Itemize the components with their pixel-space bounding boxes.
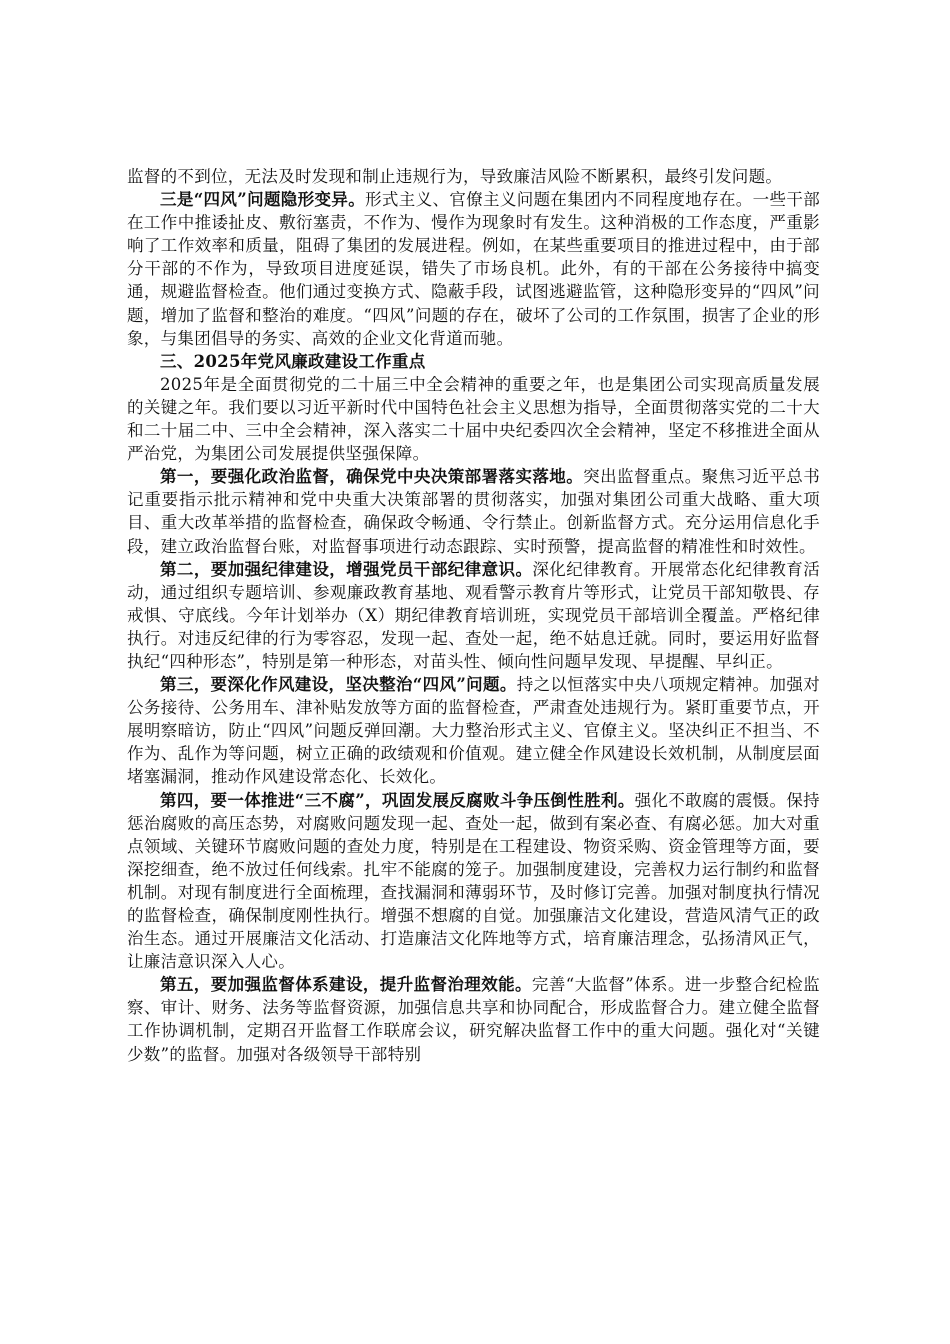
paragraph-body: 深化纪律教育。开展常态化纪律教育活动，通过组织专题培训、参观廉政教育基地、观看警示教育片等形式，让党员干部知敬畏、存戒惧、守底线。今年计划举办（X）期纪律教育培训班，实现党员干部培训全覆盖。严格纪律执行。对违反纪律的行为零容忍，发现一起、查处一起，绝不姑息迁就。同时，要运用好监督执纪“四种形态”，特别是第一种形态，对苗头性、倾向性问题早发现、早提醒、早纠正。 [127,559,820,671]
paragraph-lead: 三是“四风”问题隐形变异。 [160,190,366,210]
paragraph-continuation [127,165,820,188]
paragraph-point-four [127,789,820,974]
paragraph-point-five [127,973,820,1065]
document-page [127,165,820,1066]
paragraph-point-three [127,673,820,788]
paragraph-lead: 第五，要加强监督体系建设，提升监督治理效能。 [160,975,532,995]
paragraph-lead: 第二，要加强纪律建设，增强党员干部纪律意识。 [160,559,533,579]
paragraph-body: 持之以恒落实中央八项规定精神。加强对公务接待、公务用车、津补贴发放等方面的监督检查，严肃查处违规行为。紧盯重要节点，开展明察暗访，防止“四风”问题反弹回潮。大力整治形式主义、官僚主义。坚决纠正不担当、不作为、乱作为等问题，树立正确的政绩观和价值观。建立健全作风建设长效机制，从制度层面堵塞漏洞，推动作风建设常态化、长效化。 [127,675,820,787]
paragraph-body: 强化不敢腐的震慑。保持惩治腐败的高压态势，对腐败问题发现一起、查处一起，做到有案必查、有腐必惩。加大对重点领域、关键环节腐败问题的查处力度，特别是在工程建设、物资采购、资金管理等方面，要深挖细查，绝不放过任何线索。扎牢不能腐的笼子。加强制度建设，完善权力运行制约和监督机制。对现有制度进行全面梳理，查找漏洞和薄弱环节，及时修订完善。加强对制度执行情况的监督检查，确保制度刚性执行。增强不想腐的自觉。加强廉洁文化建设，营造风清气正的政治生态。通过开展廉洁文化活动、打造廉洁文化阵地等方式，培育廉洁理念，弘扬清风正气，让廉洁意识深入人心。 [127,790,820,972]
paragraph-body: 完善“大监督”体系。进一步整合纪检监察、审计、财务、法务等监督资源，加强信息共享和协同配合，形成监督合力。建立健全监督工作协调机制，定期召开监督工作联席会议，研究解决监督工作中的重大问题。强化对“关键少数”的监督。加强对各级领导干部特别 [127,975,820,1064]
paragraph-body: 突出监督重点。聚焦习近平总书记重要指示批示精神和党中央重大决策部署的贯彻落实，加强对集团公司重大战略、重大项目、重大改革举措的监督检查，确保政令畅通、令行禁止。创新监督方式。充分运用信息化手段，建立政治监督台账，对监督事项进行动态跟踪、实时预警，提高监督的精准性和时效性。 [127,467,820,556]
paragraph-body: 形式主义、官僚主义问题在集团内不同程度地存在。一些干部在工作中推诿扯皮、敷衍塞责，不作为、慢作为现象时有发生。这种消极的工作态度，严重影响了工作效率和质量，阻碍了集团的发展进程。例如，在某些重要项目的推进过程中，由于部分干部的不作为，导致项目进度延误，错失了市场良机。此外，有的干部在公务接待中搞变通，规避监督检查。他们通过变换方式、隐蔽手段，试图逃避监管，这种隐形变异的“四风”问题，增加了监督和整治的难度。“四风”问题的存在，破坏了公司的工作氛围，损害了企业的形象，与集团倡导的务实、高效的企业文化背道而驰。 [127,190,820,348]
paragraph-point-one [127,465,820,557]
paragraph-lead: 第三，要深化作风建设，坚决整治“四风”问题。 [160,675,517,695]
paragraph-lead: 第一，要强化政治监督，确保党中央决策部署落实落地。 [160,467,584,487]
paragraph-point-two [127,558,820,673]
paragraph-four-winds-variation [127,188,820,350]
paragraph-2025-intro [127,373,820,465]
paragraph-body: 监督的不到位，无法及时发现和制止违规行为，导致廉洁风险不断累积，最终引发问题。 [127,167,783,186]
section-heading: 三、2025年党风廉政建设工作重点 [160,351,426,371]
paragraph-body: 2025年是全面贯彻党的二十届三中全会精神的重要之年，也是集团公司实现高质量发展的关键之年。我们要以习近平新时代中国特色社会主义思想为指导，全面贯彻落实党的二十大和二十届二中、三中全会精神，深入落实二十届中央纪委四次全会精神，坚定不移推进全面从严治党，为集团公司发展提供坚强保障。 [127,374,820,464]
paragraph-lead: 第四，要一体推进“三不腐”，巩固发展反腐败斗争压倒性胜利。 [160,790,635,810]
